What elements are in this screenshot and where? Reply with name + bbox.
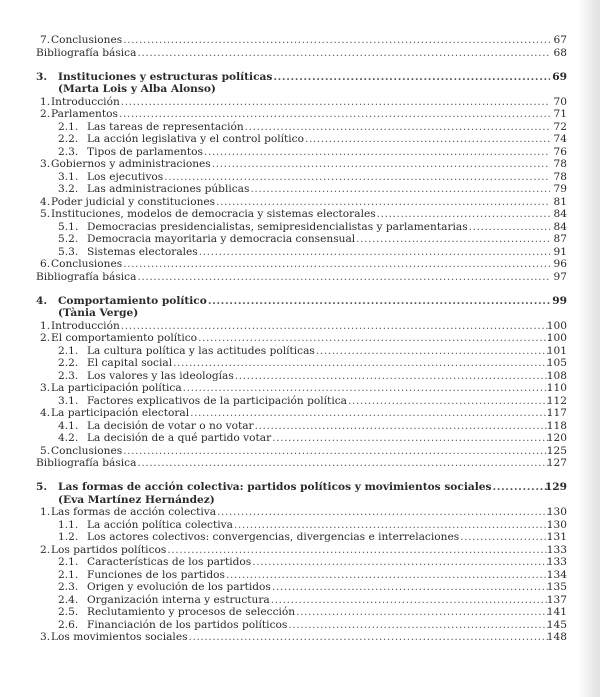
- page-number: 130: [546, 506, 567, 518]
- entry-title: Factores explicativos de la participación política: [87, 394, 347, 407]
- entry-number: 7.: [40, 34, 51, 46]
- dot-leader: [356, 233, 550, 246]
- dot-leader: [250, 183, 550, 196]
- page-number: 105: [546, 357, 567, 369]
- page-number: 99: [552, 294, 567, 307]
- page-number: 68: [553, 46, 567, 59]
- entry-number: 1.: [40, 319, 51, 332]
- entry-title: La decisión de votar o no votar: [87, 419, 254, 432]
- toc-entry: [0, 332, 600, 345]
- entry-number: 5.: [36, 481, 48, 493]
- entry-title: Democracia mayoritaria y democracia consensual: [87, 233, 356, 245]
- toc-bibliography: [0, 457, 600, 470]
- entry-title: Los valores y las ideologías: [87, 369, 234, 382]
- dot-leader: [271, 594, 550, 607]
- toc-entry: [0, 395, 600, 408]
- page-number: 135: [546, 581, 567, 593]
- toc-entry: [0, 556, 600, 569]
- page-number: 125: [546, 444, 567, 457]
- toc-chapter: [0, 481, 600, 494]
- entry-title: (Eva Martínez Hernández): [58, 493, 215, 506]
- section-spacer: [0, 470, 600, 482]
- dot-leader: [173, 357, 550, 370]
- page-number: 72: [553, 120, 567, 133]
- dot-leader: [119, 108, 550, 121]
- page-number: 69: [552, 70, 567, 83]
- entry-title: Los actores colectivos: convergencias, divergencias e interrelaciones: [87, 531, 460, 543]
- toc-entry: [0, 370, 600, 383]
- dot-leader: [212, 158, 550, 171]
- dot-leader: [469, 221, 550, 234]
- dot-leader: [123, 258, 550, 271]
- toc-entry: [0, 519, 600, 532]
- dot-leader: [348, 395, 550, 408]
- toc-entry: [0, 34, 600, 47]
- page-number: 141: [546, 606, 567, 618]
- dot-leader: [460, 531, 550, 544]
- entry-number: 2.: [40, 543, 51, 556]
- page-number: 131: [546, 531, 567, 543]
- entry-title: La participación electoral: [51, 407, 190, 419]
- toc-author: [0, 83, 600, 96]
- entry-number: 2.6.: [58, 618, 79, 631]
- entry-number: 3.: [40, 158, 51, 170]
- entry-title: Bibliografía básica: [36, 270, 137, 283]
- entry-title: Características de los partidos: [87, 556, 252, 568]
- dot-leader: [234, 519, 550, 532]
- toc-chapter: [0, 295, 600, 308]
- toc-entry: [0, 208, 600, 221]
- entry-number: 1.2.: [58, 531, 79, 543]
- entry-title: Reclutamiento y procesos de selección: [87, 606, 296, 618]
- entry-title: Bibliografía básica: [36, 457, 137, 469]
- entry-number: 6.: [40, 258, 51, 270]
- entry-title: Sistemas electorales: [87, 245, 198, 258]
- dot-leader: [272, 432, 550, 445]
- entry-number: 2.: [40, 332, 51, 344]
- entry-number: 2.3.: [58, 581, 79, 593]
- toc-entry: [0, 544, 600, 557]
- entry-number: 1.: [40, 95, 51, 108]
- dot-leader: [245, 121, 550, 134]
- toc-entry: [0, 445, 600, 458]
- toc-entry: [0, 146, 600, 159]
- entry-number: 2.3.: [58, 369, 79, 382]
- entry-number: 5.2.: [58, 233, 79, 245]
- page-number: 91: [553, 245, 567, 258]
- entry-title: Poder judicial y constituciones: [51, 195, 216, 208]
- toc-entry: [0, 420, 600, 433]
- entry-title: Introducción: [51, 319, 120, 332]
- entry-number: 4.: [40, 195, 51, 208]
- page-number: 120: [546, 432, 567, 444]
- entry-number: 5.: [40, 444, 51, 457]
- entry-number: 5.1.: [58, 220, 79, 233]
- toc-entry: [0, 432, 600, 445]
- entry-title: Gobiernos y administraciones: [51, 158, 211, 170]
- entry-title: La decisión de a qué partido votar: [87, 432, 272, 444]
- entry-title: Conclusiones: [51, 444, 123, 457]
- page-number: 84: [553, 208, 567, 220]
- section-spacer: [0, 283, 600, 295]
- toc-entry: [0, 158, 600, 171]
- page-number: 70: [553, 95, 567, 108]
- dot-leader: [121, 96, 550, 109]
- toc-author: [0, 494, 600, 507]
- entry-title: Conclusiones: [51, 34, 123, 46]
- page-number: 96: [553, 258, 567, 270]
- entry-title: Instituciones, modelos de democracia y sistemas electorales: [51, 208, 376, 220]
- entry-number: 2.1.: [58, 120, 79, 133]
- dot-leader: [273, 71, 550, 84]
- entry-number: 4.1.: [58, 419, 79, 432]
- page-number: 78: [553, 170, 567, 183]
- dot-leader: [226, 569, 550, 582]
- page-number: 97: [553, 270, 567, 283]
- toc-entry: [0, 407, 600, 420]
- entry-title: Instituciones y estructuras políticas: [58, 70, 273, 83]
- dot-leader: [190, 407, 550, 420]
- page-number: 100: [546, 319, 567, 332]
- page-number: 117: [546, 407, 567, 419]
- entry-title: Financiación de los partidos políticos: [87, 618, 288, 631]
- entry-number: 3.: [40, 631, 51, 643]
- dot-leader: [204, 146, 550, 159]
- dot-leader: [217, 506, 550, 519]
- dot-leader: [316, 345, 550, 358]
- entry-title: Democracias presidencialistas, semipresidencialistas y parlamentarias: [87, 220, 468, 233]
- entry-title: El capital social: [87, 357, 173, 369]
- page-number: 148: [546, 631, 567, 643]
- page-number: 145: [546, 618, 567, 631]
- page-number: 101: [546, 344, 567, 357]
- entry-title: Los ejecutivos: [87, 170, 164, 183]
- entry-title: Organización interna y estructura: [87, 593, 270, 606]
- entry-number: 3.1.: [58, 394, 79, 407]
- toc-entry: [0, 108, 600, 121]
- entry-number: 2.2.: [58, 133, 79, 145]
- entry-title: Las formas de acción colectiva: partidos políticos y movimientos sociales: [58, 481, 492, 493]
- page-number: 71: [553, 108, 567, 120]
- page-number: 67: [553, 34, 567, 46]
- entry-title: La cultura política y las actitudes políticas: [87, 344, 315, 357]
- dot-leader: [377, 208, 550, 221]
- toc-entry: [0, 96, 600, 109]
- page-number: 110: [546, 382, 567, 394]
- entry-number: 2.3.: [58, 145, 79, 158]
- entry-number: 2.1.: [58, 556, 79, 568]
- entry-number: 1.1.: [58, 518, 79, 531]
- dot-leader: [492, 481, 550, 494]
- page-number: 133: [546, 543, 567, 556]
- entry-number: 3.: [40, 382, 51, 394]
- dot-leader: [235, 370, 550, 383]
- toc-entry: [0, 233, 600, 246]
- page-number: 127: [546, 457, 567, 469]
- toc-bibliography: [0, 47, 600, 60]
- dot-leader: [199, 246, 550, 259]
- dot-leader: [123, 445, 550, 458]
- entry-number: 1.: [40, 506, 51, 518]
- entry-title: El comportamiento político: [51, 332, 198, 344]
- toc-author: [0, 307, 600, 320]
- entry-title: Bibliografía básica: [36, 46, 137, 59]
- entry-title: La acción legislativa y el control político: [87, 133, 304, 145]
- entry-number: 3.2.: [58, 183, 79, 195]
- entry-title: Los movimientos sociales: [51, 631, 188, 643]
- dot-leader: [296, 606, 550, 619]
- toc-entry: [0, 171, 600, 184]
- entry-title: (Marta Lois y Alba Alonso): [58, 83, 216, 95]
- page-number: 84: [553, 220, 567, 233]
- entry-title: Introducción: [51, 95, 120, 108]
- toc-entry: [0, 320, 600, 333]
- entry-title: Comportamiento político: [58, 294, 207, 307]
- dot-leader: [198, 332, 550, 345]
- toc-entry: [0, 631, 600, 644]
- entry-number: 2.5.: [58, 606, 79, 618]
- entry-number: 3.: [36, 70, 48, 83]
- toc-bibliography: [0, 271, 600, 284]
- section-spacer: [0, 59, 600, 71]
- toc-entry: [0, 569, 600, 582]
- toc-entry: [0, 581, 600, 594]
- entry-number: 4.: [36, 294, 48, 307]
- toc-entry: [0, 345, 600, 358]
- entry-number: 5.: [40, 208, 51, 220]
- page-number: 87: [553, 233, 567, 245]
- page-number: 137: [546, 593, 567, 606]
- page-number: 100: [546, 332, 567, 344]
- page-number: 118: [546, 419, 567, 432]
- dot-leader: [121, 320, 550, 333]
- toc-entry: [0, 594, 600, 607]
- toc-entry: [0, 357, 600, 370]
- dot-leader: [137, 271, 550, 284]
- entry-number: 2.: [40, 108, 51, 120]
- entry-title: Parlamentos: [51, 108, 118, 120]
- toc-entry: [0, 121, 600, 134]
- entry-number: 4.2.: [58, 432, 79, 444]
- page-number: 134: [546, 568, 567, 581]
- page-number: 108: [546, 369, 567, 382]
- dot-leader: [137, 47, 550, 60]
- entry-number: 2.4.: [58, 593, 79, 606]
- toc-entry: [0, 221, 600, 234]
- dot-leader: [252, 556, 550, 569]
- toc-entry: [0, 246, 600, 259]
- dot-leader: [164, 171, 550, 184]
- entry-number: 2.1.: [58, 344, 79, 357]
- toc-entry: [0, 183, 600, 196]
- dot-leader: [272, 581, 550, 594]
- dot-leader: [189, 631, 550, 644]
- toc-chapter: [0, 71, 600, 84]
- entry-title: Tipos de parlamentos: [87, 145, 203, 158]
- page-number: 74: [553, 133, 567, 145]
- entry-title: Conclusiones: [51, 258, 123, 270]
- page-number: 81: [553, 195, 567, 208]
- toc-entry: [0, 382, 600, 395]
- toc-entry: [0, 506, 600, 519]
- toc-entry: [0, 619, 600, 632]
- entry-title: La participación política: [51, 382, 182, 394]
- page-number: 78: [553, 158, 567, 170]
- toc-entry: [0, 258, 600, 271]
- toc-entry: [0, 531, 600, 544]
- entry-number: 4.: [40, 407, 51, 419]
- dot-leader: [255, 420, 550, 433]
- dot-leader: [288, 619, 550, 632]
- dot-leader: [167, 544, 550, 557]
- page-number: 76: [553, 145, 567, 158]
- dot-leader: [137, 457, 550, 470]
- toc-entry: [0, 606, 600, 619]
- dot-leader: [216, 196, 550, 209]
- table-of-contents: [0, 34, 600, 644]
- entry-title: Funciones de los partidos: [87, 568, 225, 581]
- page-number: 133: [546, 556, 567, 568]
- entry-number: 2.2.: [58, 357, 79, 369]
- dot-leader: [208, 295, 550, 308]
- dot-leader: [123, 34, 550, 47]
- entry-number: 3.1.: [58, 170, 79, 183]
- dot-leader: [305, 133, 550, 146]
- entry-title: La acción política colectiva: [87, 518, 233, 531]
- dot-leader: [183, 382, 550, 395]
- page-number: 112: [546, 394, 567, 407]
- entry-title: Los partidos políticos: [51, 543, 167, 556]
- entry-title: Las administraciones públicas: [87, 183, 250, 195]
- entry-number: 5.3.: [58, 245, 79, 258]
- entry-title: Origen y evolución de los partidos: [87, 581, 271, 593]
- entry-title: Las formas de acción colectiva: [51, 506, 217, 518]
- toc-entry: [0, 133, 600, 146]
- toc-entry: [0, 196, 600, 209]
- entry-title: Las tareas de representación: [87, 120, 244, 133]
- page-number: 79: [553, 183, 567, 195]
- entry-number: 2.1.: [58, 568, 79, 581]
- page-number: 130: [546, 518, 567, 531]
- entry-title: (Tània Verge): [58, 307, 139, 319]
- page-number: 129: [544, 481, 567, 493]
